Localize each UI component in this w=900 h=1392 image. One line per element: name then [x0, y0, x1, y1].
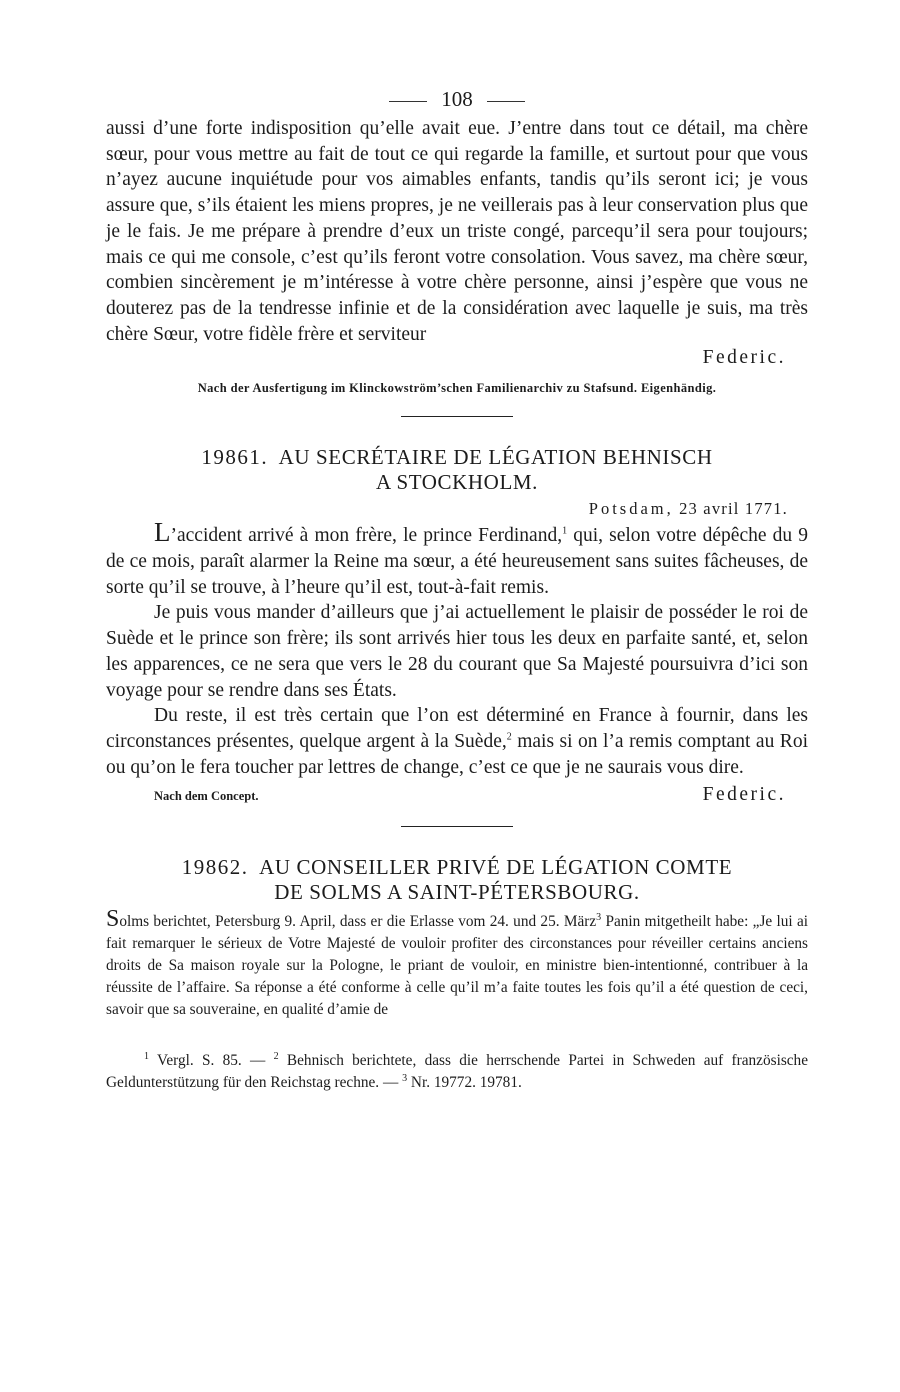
letter-title-line1: AU CONSEILLER PRIVÉ DE LÉGATION COMTE: [259, 855, 733, 880]
footnote-mark-2: 2: [273, 1051, 279, 1063]
header-dash-left: [389, 101, 427, 102]
letter-paragraph-3: [106, 703, 808, 780]
footnote-mark-1: 1: [144, 1051, 149, 1063]
section-divider: [401, 416, 513, 417]
footnote-mark-3: 3: [402, 1073, 408, 1085]
dateline-place: Potsdam,: [588, 499, 674, 519]
summary-text: olms berichtet, Petersburg 9. April, dass er die Erlasse vom 24. und 25. März: [119, 913, 597, 931]
signature-federic: Federic.: [702, 347, 786, 369]
source-note: Nach dem Concept.: [154, 789, 259, 804]
footnote-ref-2: 2: [506, 731, 512, 743]
header-dash-right: [487, 101, 525, 102]
document-page: [106, 82, 808, 1094]
dateline: [106, 499, 788, 519]
letter-paragraph-2: Je puis vous mander d’ailleurs que j’ai actuellement le plaisir de posséder le roi de Suède et le prince son frère; ils sont arrivés hier tous les deux en parfaite santé, et, selon les apparences, ce ne sera que vers le 28 du courant que Sa Majesté poursuivra d’ici son voyage pour se rendre dans ses États.: [106, 602, 808, 701]
letter-title: [106, 445, 808, 470]
footnote-ref-3: 3: [596, 912, 602, 924]
paragraph-text: ’accident arrivé à mon frère, le prince Ferdinand,: [170, 525, 563, 547]
paragraph-text: qui, selon votre dépêche du 9 de ce mois, paraît alarmer la Reine ma sœur, a été heureusement sans suites fâcheuses, de sorte qu’il se trouve, à l’heure qu’il est, tout-à-fait remis.: [106, 525, 809, 598]
page-number: 108: [441, 87, 473, 111]
footnote-ref-1: 1: [562, 525, 568, 537]
letter-summary: [106, 906, 808, 1020]
letter-title: [106, 855, 808, 880]
letter-closing: [106, 784, 808, 806]
footnotes: [106, 1050, 808, 1094]
footnote-3: Nr. 19772. 19781.: [407, 1074, 522, 1092]
letter-number: 19862.: [181, 855, 249, 880]
letter-title-line2: A STOCKHOLM.: [375, 470, 538, 495]
dateline-date: 23 avril 1771.: [679, 499, 788, 519]
letter-number: 19861.: [201, 445, 269, 470]
letter-paragraph-1: [106, 517, 809, 600]
paragraph-text: Du reste, il est très certain que l’on est déterminé en France à fournir, dans les circonstances présentes, quelque argent à la Suède,: [106, 705, 808, 752]
letter-19861: [106, 445, 808, 806]
section-divider: [401, 826, 513, 827]
letter-title-line1: AU SECRÉTAIRE DE LÉGATION BEHNISCH: [278, 445, 713, 470]
letter-title-line2: DE SOLMS A SAINT-PÉTERSBOURG.: [274, 880, 640, 905]
summary-text: Panin mitgetheilt habe: „Je lui ai fait remarquer le sérieux de Votre Majesté de vouloir profiter des circonstances pour réveiller certains anciens droits de Sa maison royale sur la Pologne, le priant de vouloir, en ministre bien-intentionné, contribuer à la réussite de l’affaire. Sa réponse a été conforme à celle qu’il m’a faite toutes les fois qu’il a été question de ceci, savoir que sa souveraine, en qualité d’amie de: [106, 913, 808, 1018]
drop-initial: S: [106, 906, 120, 933]
signature-federic: Federic.: [702, 784, 786, 806]
source-note: Nach der Ausfertigung im Klinckowström’schen Familienarchiv zu Stafsund. Eigenhändig.: [197, 381, 717, 396]
footnote-1: Vergl. S. 85. —: [149, 1052, 274, 1070]
page-header: [106, 82, 808, 116]
paragraph-text: mais si on l’a remis comptant au Roi ou qu’on le fera toucher par lettres de change, c’est ce que je ne saurais vous dire.: [106, 730, 808, 778]
drop-initial: L: [154, 517, 171, 548]
letter-continuation-paragraph: aussi d’une forte indisposition qu’elle avait eue. J’entre dans tout ce détail, ma chère sœur, pour vous mettre au fait de tout ce qui regarde la famille, et surtout pour que vous n’ayez aucune inquiétude pour vos aimables enfants, tandis qu’ils seront ici; je vous assure que, s’ils étaient les miens propres, je ne veillerais pas à leur conservation plus que je le fais. Je me prépare à prendre d’eux un triste congé, parcequ’il sera pour toujours; mais ce qui me console, c’est qu’ils feront votre consolation. Vous savez, ma chère sœur, combien sincèrement je m’intéresse à votre chère personne, ainsi j’espère que vous ne douterez pas de la tendresse infinie et de la considération avec laquelle je suis, ma très chère Sœur, votre fidèle frère et serviteur: [106, 118, 808, 345]
letter-19862: [106, 855, 808, 1020]
footnote-2: Behnisch berichtete, dass die herrschende Partei in Schweden auf französische Geldunterstützung für den Reichstag rechne. —: [106, 1052, 808, 1092]
